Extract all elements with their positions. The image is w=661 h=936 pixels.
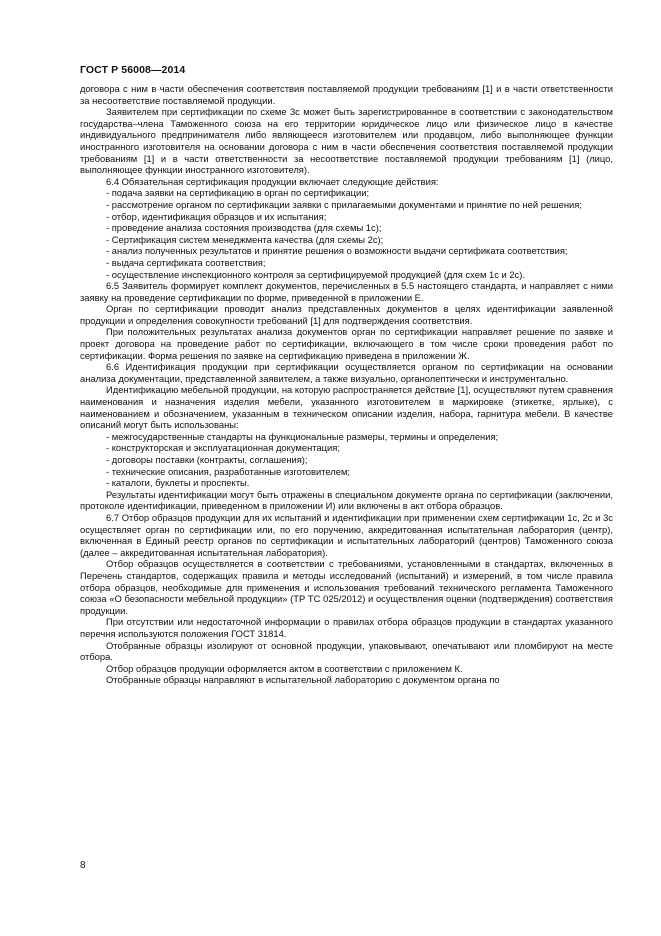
paragraph: 6.7 Отбор образцов продукции для их испытаний и идентификации при применении схем сертификации 1с, 2с и 3с осуществляет орган по сертификации или, по его поручению, аккредитованная испытательная лаборатория (центр), включенная в Единый реестр органов по сертификации и испытательных лабораторий (центров) Таможенного союза (далее – аккредитованная испытательная лаборатория).: [80, 511, 613, 558]
paragraph: - выдача сертификата соответствия;: [106, 256, 266, 268]
paragraph: договора с ним в части обеспечения соответствия поставляемой продукции требованиям [1] и в части ответственности за несоответствие поставляемой продукции.: [80, 83, 613, 106]
paragraph: - межгосударственные стандарты на функциональные размеры, термины и определения;: [106, 430, 499, 442]
document-body: [80, 83, 613, 686]
paragraph: - каталоги, буклеты и проспекты.: [106, 477, 250, 489]
paragraph: - подача заявки на сертификацию в орган по сертификации;: [106, 187, 370, 199]
paragraph: - Сертификация систем менеджмента качества (для схемы 2с);: [106, 233, 384, 245]
document-header: ГОСТ Р 56008—2014: [80, 64, 186, 76]
paragraph: Отобранные образцы изолируют от основной продукции, упаковывают, опечатывают или пломбируют на месте отбора.: [80, 639, 613, 663]
paragraph: Идентификацию мебельной продукции, на которую распространяется действие [1], осуществляют путем сравнения наименования и назначения изделия мебели, указанного изготовителем в маркировке (этикетке, ярлыке), с наименованием и обозначением, указанным в техническом описании изделия, набора, гарнитура мебели. В качестве описаний могут быть использованы:: [80, 384, 613, 431]
paragraph: Результаты идентификации могут быть отражены в специальном документе органа по сертификации (заключении, протоколе идентификации, приведенном в приложении И) или включены в акт отбора образцов.: [80, 488, 613, 512]
paragraph: Отобранные образцы направляют в испытательной лабораторию с документом органа по: [106, 674, 500, 686]
paragraph: - конструкторская и эксплуатационная документация;: [106, 442, 340, 454]
paragraph: - проведение анализа состояния производства (для схемы 1с);: [106, 222, 382, 234]
paragraph: Отбор образцов продукции оформляется актом в соответствии с приложением К.: [106, 662, 463, 674]
paragraph: - договоры поставки (контракты, соглашения);: [106, 454, 308, 465]
paragraph: Заявителем при сертификации по схеме 3с может быть зарегистрированное в соответствии с законодательством государства–члена Таможенного союза на его территории юридическое лицо или физическое лицо в качестве индивидуального предпринимателя либо являющееся изготовителем или продавцом, либо выполняющее функции иностранного изготовителя на основании договора с ним в части обеспечения соответствия поставляемой продукции требованиям [1] и в части ответственности за несоответствие поставляемой продукции требованиям [1] (лицо, выполняющее функции иностранного изготовителя).: [80, 106, 613, 176]
paragraph: 6.4 Обязательная сертификация продукции включает следующие действия:: [106, 175, 439, 187]
paragraph: - технические описания, разработанные изготовителем;: [106, 465, 351, 477]
paragraph: При положительных результатах анализа документов орган по сертификации направляет решение по заявке и проект договора на проведение работ по сертификации, включающего в том числе сроки проведения работ по сертификации. Форма решения по заявке на сертификацию приведена в приложении Ж.: [80, 326, 613, 361]
paragraph: - осуществление инспекционного контроля за сертифицируемой продукцией (для схем 1с и 2с).: [106, 268, 525, 280]
paragraph: Орган по сертификации проводит анализ представленных документов в целях идентификации заявленной продукции и определения совокупности требований [1] для подтверждения соответствия.: [80, 303, 613, 326]
paragraph: - отбор, идентификация образцов и их испытания;: [106, 210, 327, 222]
paragraph: Отбор образцов осуществляется в соответствии с требованиями, установленными в стандартах, включенных в Перечень стандартов, содержащих правила и методы исследований (испытаний) и измерений, в том числе правила отбора образцов, необходимые для применения и использования требований технического регламента Таможенного союза «О безопасности мебельной продукции» (ТР ТС 025/2012) и осуществления оценки (подтверждения) соответствия продукции.: [80, 558, 613, 616]
paragraph: - рассмотрение органом по сертификации заявки с прилагаемыми документами и принятие по ней решения;: [106, 198, 582, 210]
paragraph: 6.6 Идентификация продукции при сертификации осуществляется органом по сертификации на основании анализа документации, представленной заявителем, а также визуально, органолептически и инструментально.: [80, 361, 613, 384]
page-number: 8: [80, 860, 86, 871]
paragraph: 6.5 Заявитель формирует комплект документов, перечисленных в 5.5 настоящего стандарта, и направляет с ними заявку на проведение сертификации по форме, приведенной в приложении Е.: [80, 280, 613, 303]
paragraph: При отсутствии или недостаточной информации о правилах отбора образцов продукции в стандартах указанного перечня используются положения ГОСТ 31814.: [80, 616, 613, 639]
paragraph: - анализ полученных результатов и принятие решения о возможности выдачи сертификата соответствия;: [106, 245, 568, 257]
